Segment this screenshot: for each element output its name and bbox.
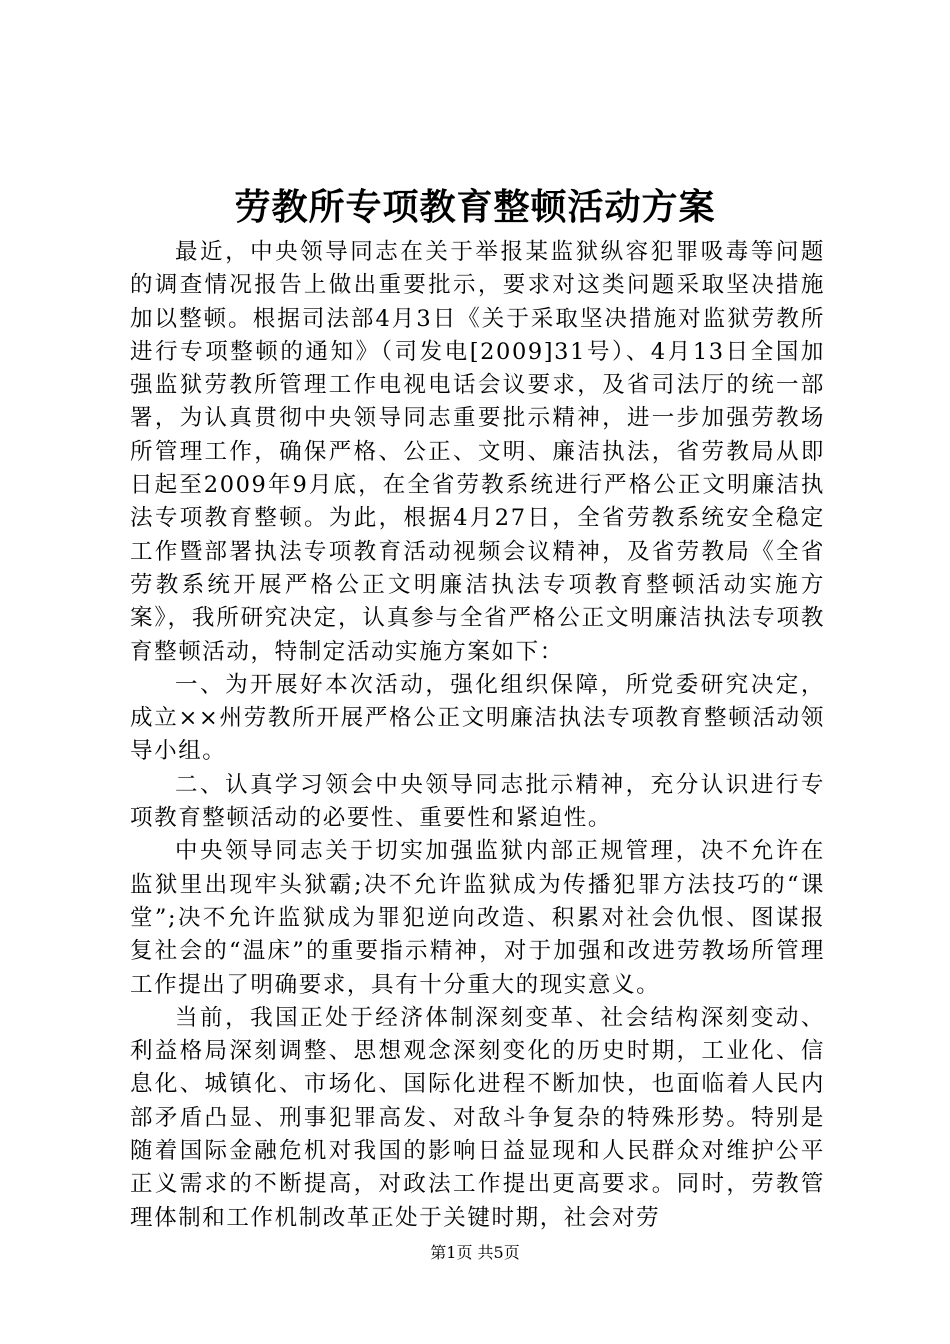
- paragraph-instructions: 中央领导同志关于切实加强监狱内部正规管理，决不允许在监狱里出现牢头狱霸;决不允许监狱成为传播犯罪方法技巧的“课堂”;决不允许监狱成为罪犯逆向改造、积累对社会仇恨、图谋报复社会的“温床”的重要指示精神，对于加强和改进劳教场所管理工作提出了明确要求，具有十分重大的现实意义。: [130, 838, 825, 998]
- document-title: 劳教所专项教育整顿活动方案: [234, 186, 716, 228]
- page-footer: 第1页 共5页: [430, 1243, 520, 1262]
- paragraph-intro: 最近，中央领导同志在关于举报某监狱纵容犯罪吸毒等问题的调查情况报告上做出重要批示，要求对这类问题采取坚决措施加以整顿。根据司法部4月3日《关于采取坚决措施对监狱劳教所进行专项整顿的通知》（司发电[2009]31号）、4月13日全国加强监狱劳教所管理工作电视电话会议要求，及省司法厅的统一部署，为认真贯彻中央领导同志重要批示精神，进一步加强劳教场所管理工作，确保严格、公正、文明、廉洁执法，省劳教局从即日起至2009年9月底，在全省劳教系统进行严格公正文明廉洁执法专项教育整顿。为此，根据4月27日，全省劳教系统安全稳定工作暨部署执法专项教育活动视频会议精神，及省劳教局《全省劳教系统开展严格公正文明廉洁执法专项教育整顿活动实施方案》，我所研究决定，认真参与全省严格公正文明廉洁执法专项教育整顿活动，特制定活动实施方案如下：: [130, 239, 825, 665]
- paragraph-section-one: 一、为开展好本次活动，强化组织保障，所党委研究决定，成立××州劳教所开展严格公正文明廉洁执法专项教育整顿活动领导小组。: [130, 671, 825, 765]
- paragraph-current-situation: 当前，我国正处于经济体制深刻变革、社会结构深刻变动、利益格局深刻调整、思想观念深刻变化的历史时期，工业化、信息化、城镇化、市场化、国际化进程不断加快，也面临着人民内部矛盾凸显、刑事犯罪高发、对敌斗争复杂的特殊形势。特别是随着国际金融危机对我国的影响日益显现和人民群众对维护公平正义需求的不断提高，对政法工作提出更高要求。同时，劳教管理体制和工作机制改革正处于关键时期，社会对劳: [130, 1004, 825, 1231]
- paragraph-section-two: 二、认真学习领会中央领导同志批示精神，充分认识进行专项教育整顿活动的必要性、重要性和紧迫性。: [130, 771, 825, 832]
- document-body: [130, 236, 825, 1235]
